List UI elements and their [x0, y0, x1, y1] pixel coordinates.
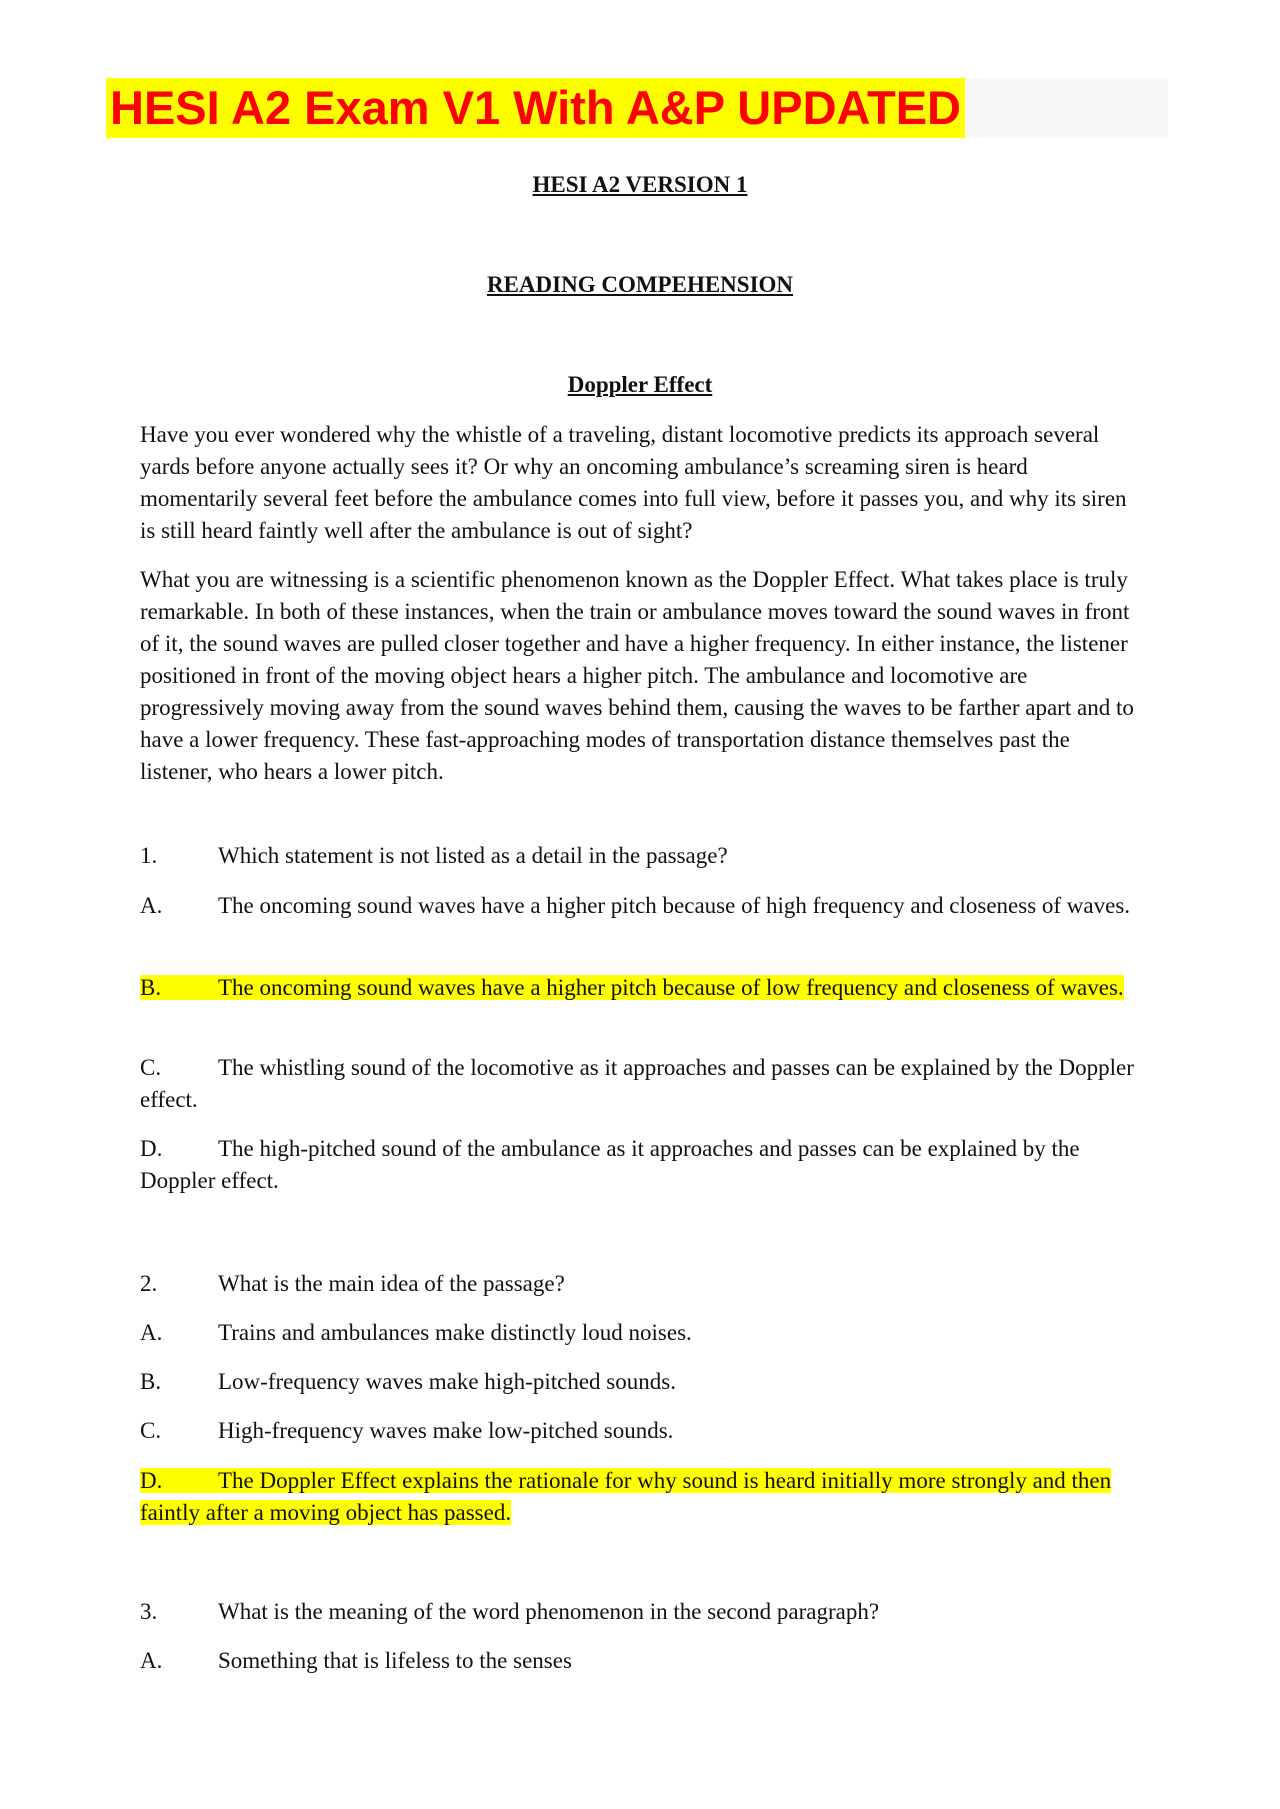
q1-option-c — [140, 1052, 1140, 1116]
option-label: D. — [140, 1136, 163, 1161]
option-label: B. — [140, 1369, 162, 1394]
q2-option-c — [140, 1415, 1140, 1447]
q2-option-b — [140, 1366, 1140, 1398]
question-number: 2. — [140, 1271, 158, 1296]
option-label: C. — [140, 1055, 162, 1080]
banner-title: HESI A2 Exam V1 With A&P UPDATED — [106, 78, 965, 138]
q1-option-b — [140, 972, 1140, 1004]
q3-option-a — [140, 1645, 1140, 1677]
option-text: Something that is lifeless to the senses — [218, 1648, 572, 1673]
option-text: The whistling sound of the locomotive as it approaches and passes can be explained by the Doppler effect. — [140, 1055, 1134, 1112]
option-label: A. — [140, 1320, 163, 1345]
option-text: Trains and ambulances make distinctly loud noises. — [218, 1320, 692, 1345]
question-text: What is the meaning of the word phenomenon in the second paragraph? — [218, 1599, 880, 1624]
question-number: 3. — [140, 1599, 158, 1624]
question-3 — [140, 1596, 1140, 1628]
passage-title: Doppler Effect — [567, 372, 713, 397]
question-text: What is the main idea of the passage? — [218, 1271, 565, 1296]
passage-paragraph-2: What you are witnessing is a scientific phenomenon known as the Doppler Effect. What takes place is truly remarkable. In both of these instances, when the train or ambulance moves toward the sound waves in front of it, the sound waves are pulled closer together and have a higher frequency. In either instance, the listener positioned in front of the moving object hears a higher pitch. The ambulance and locomotive are progressively moving away from the sound waves behind them, causing the waves to be farther apart and to have a lower frequency. These fast-approaching modes of transportation distance themselves past the listener, who hears a lower pitch. — [140, 567, 1134, 784]
option-text-highlighted: The Doppler Effect explains the rationale for why sound is heard initially more strongly and then faintly after a moving object has passed. — [140, 1468, 1112, 1525]
option-text: The high-pitched sound of the ambulance as it approaches and passes can be explained by the Doppler effect. — [140, 1136, 1080, 1193]
question-1 — [140, 840, 1140, 872]
option-label: B. — [140, 975, 162, 1000]
option-label: A. — [140, 893, 163, 918]
q2-option-d — [140, 1465, 1140, 1529]
option-label: D. — [140, 1468, 163, 1493]
option-label: C. — [140, 1418, 162, 1443]
section-heading: READING COMPEHENSION — [486, 272, 794, 297]
q2-option-a — [140, 1317, 1140, 1349]
option-text-highlighted: The oncoming sound waves have a higher pitch because of low frequency and closeness of waves. — [218, 975, 1124, 1000]
option-text: Low-frequency waves make high-pitched sounds. — [218, 1369, 676, 1394]
q1-option-a — [140, 890, 1140, 922]
passage-paragraph-1: Have you ever wondered why the whistle of a traveling, distant locomotive predicts its approach several yards before anyone actually sees it? Or why an oncoming ambulance’s screaming siren is heard momentarily several feet before the ambulance comes into full view, before it passes you, and why its siren is still heard faintly well after the ambulance is out of sight? — [140, 422, 1127, 543]
option-label: A. — [140, 1648, 163, 1673]
question-number: 1. — [140, 843, 158, 868]
question-2 — [140, 1268, 1140, 1300]
option-text: The oncoming sound waves have a higher pitch because of high frequency and closeness of waves. — [218, 893, 1131, 918]
question-text: Which statement is not listed as a detail in the passage? — [218, 843, 728, 868]
option-text: High-frequency waves make low-pitched sounds. — [218, 1418, 674, 1443]
version-heading: HESI A2 VERSION 1 — [532, 172, 748, 197]
q1-option-d — [140, 1133, 1140, 1197]
